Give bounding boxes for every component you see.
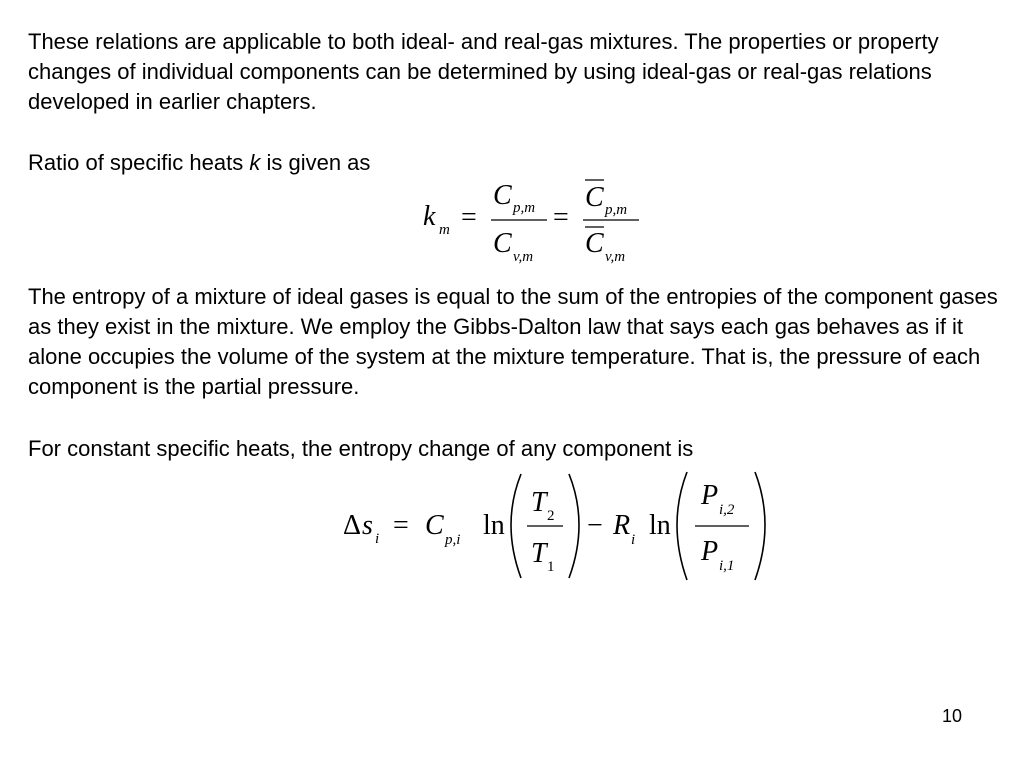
- equation-specific-heat-ratio: [415, 168, 655, 273]
- eq2-t-den-sub: 1: [547, 559, 555, 575]
- paragraph-constant-specific-heats: For constant specific heats, the entropy change of any component is: [28, 436, 694, 461]
- eq1-equals-2: =: [553, 202, 569, 233]
- paragraph-relations: These relations are applicable to both ideal- and real-gas mixtures. The properties or property changes of individual components can be determined by using ideal-gas or real-gas relations developed in earlier chapters.: [28, 29, 939, 114]
- ratio-text-after: is given as: [260, 150, 371, 175]
- eq2-ln-1: ln: [483, 510, 505, 541]
- eq2-s: s: [362, 510, 373, 541]
- eq2-t-num: T: [531, 487, 547, 518]
- eq1-den2: C: [585, 228, 604, 259]
- eq1-num2-sub: p,m: [605, 202, 628, 218]
- eq1-num1: C: [493, 180, 512, 211]
- eq2-c-sub: p,i: [445, 532, 461, 548]
- eq2-equals: =: [393, 510, 409, 541]
- eq2-p-num: P: [701, 480, 719, 511]
- equation-entropy-change: [335, 466, 775, 593]
- eq2-t-num-sub: 2: [547, 508, 555, 524]
- eq2-left-paren-1: [511, 474, 521, 578]
- paragraph-entropy-mixture: The entropy of a mixture of ideal gases is equal to the sum of the entropies of the component gases as they exist in the mixture. We employ the Gibbs-Dalton law that says each gas behaves as if it alone occupies the volume of the system at the mixture temperature. That is, the pressure of each component is the partial pressure.: [28, 284, 998, 399]
- eq2-right-paren-1: [569, 474, 579, 578]
- eq1-lhs: k: [423, 201, 436, 232]
- eq2-p-den: P: [701, 536, 719, 567]
- eq2-t-den: T: [531, 538, 547, 569]
- eq1-num1-sub: p,m: [513, 200, 536, 216]
- eq2-right-paren-2: [755, 472, 765, 580]
- eq2-r: R: [613, 510, 631, 541]
- eq2-ln-2: ln: [649, 510, 671, 541]
- eq2-s-sub: i: [375, 531, 380, 547]
- eq1-den2-sub: v,m: [605, 249, 626, 265]
- eq1-num2: C: [585, 182, 604, 213]
- eq2-r-sub: i: [631, 532, 636, 548]
- eq1-den1: C: [493, 228, 512, 259]
- eq2-p-den-sub: i,1: [719, 558, 735, 574]
- eq1-equals-1: =: [461, 202, 477, 233]
- eq2-c: C: [425, 510, 444, 541]
- eq2-delta: Δ: [343, 510, 362, 541]
- eq2-left-paren-2: [677, 472, 687, 580]
- eq1-lhs-sub: m: [439, 222, 450, 238]
- eq2-p-num-sub: i,2: [719, 502, 735, 518]
- eq1-den1-sub: v,m: [513, 249, 534, 265]
- eq2-minus: −: [587, 510, 603, 541]
- ratio-text-before: Ratio of specific heats: [28, 150, 250, 175]
- ratio-variable-k: k: [249, 150, 261, 175]
- page-number: 10: [941, 706, 962, 726]
